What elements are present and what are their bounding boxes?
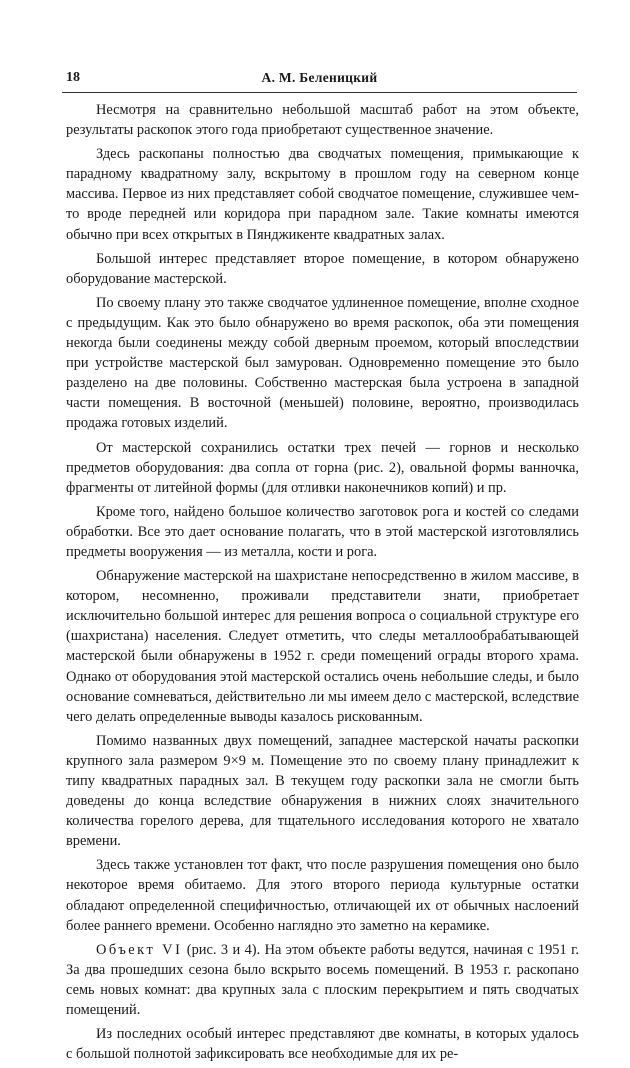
paragraph: Из последних особый интерес представляют две комнаты, в которых удалось с большой полнотой зафиксировать все необходимые для их ре- — [66, 1026, 579, 1063]
object-paragraph — [66, 940, 579, 1020]
paragraph: От мастерской сохранились остатки трех печей — горнов и несколько предметов оборудования: два сопла от горна (рис. 2), овальной формы ванночка, фрагменты от литейной формы (для отливки наконечников копий) и пр. — [66, 439, 579, 496]
author-name: А. М. Беленицкий — [261, 70, 378, 85]
object-label: Объект VI — [96, 941, 183, 958]
paragraph: Большой интерес представляет второе помещение, в котором обнаружено оборудование мастерской. — [66, 250, 579, 287]
object-text: (рис. 3 и 4). На этом объекте работы ведутся, начиная с 1951 г. За два прошедших сезона было вскрыто восемь помещений. В 1953 г. раскопано семь новых комнат: два крупных зала с плоским перекрытием и пять сводчатых помещений. — [66, 941, 579, 1019]
paragraph: Здесь также установлен тот факт, что после разрушения помещения оно было некоторое время обитаемо. Для этого второго периода культурные остатки обладают определенной специфичностью, отличающей их от обычных наслоений более раннего времени. Особенно наглядно это заметно на керамике. — [66, 857, 579, 934]
paragraph: Помимо названных двух помещений, западнее мастерской начаты раскопки крупного зала размером 9×9 м. Помещение это по своему плану принадлежит к типу квадратных парадных зал. В текущем году раскопки зала не смогли быть доведены до конца вследствие обнаружения в нижних слоях значительного количества горелого дерева, для тщательного исследования которого не хватало времени. — [66, 732, 579, 850]
paragraph: Кроме того, найдено большое количество заготовок рога и костей со следами обработки. Все это дает основание полагать, что в этой мастерской изготовлялись предметы вооружения — из металла, кости и рога. — [66, 503, 579, 560]
paragraph: Обнаружение мастерской на шахристане непосредственно в жилом массиве, в котором, несомненно, проживали представители знати, приобретает исключительно большой интерес для решения вопроса о социальной структуре его (шахристана) населения. Следует отметить, что следы металлообрабатывающей мастерской были обнаружены в 1952 г. среди помещений ограды второго храма. Однако от оборудования этой мастерской остались очень небольшие следы, и было основание сомневаться, действительно ли мы имеем дело с мастерской, вследствие чего делать определенные выводы казалось рискованным. — [66, 568, 579, 725]
paragraph: Несмотря на сравнительно небольшой масштаб работ на этом объекте, результаты раскопок этого года приобретают существенное значение. — [66, 102, 579, 139]
paragraph: По своему плану это также сводчатое удлиненное помещение, вполне сходное с предыдущим. Как это было обнаружено во время раскопок, оба эти помещения некогда были соединены между собой дверным проемом, который впоследствии при устройстве мастерской был замурован. Одновременно помещение это было разделено на две половины. Собственно мастерская была устроена в западной части помещения. В восточной (меньшей) половине, вероятно, производилась продажа готовых изделий. — [66, 294, 579, 432]
paragraph: Здесь раскопаны полностью два сводчатых помещения, примыкающие к парадному квадратному залу, вскрытому в прошлом году на северном конце массива. Первое из них представляет собой сводчатое помещение, служившее чем-то вроде передней или коридора при парадном зале. Такие комнаты имеются обычно при всех открытых в Пянджикенте квадратных залах. — [66, 146, 579, 243]
article-body — [66, 100, 579, 1068]
page-number: 18 — [66, 70, 80, 85]
running-head — [62, 70, 577, 93]
